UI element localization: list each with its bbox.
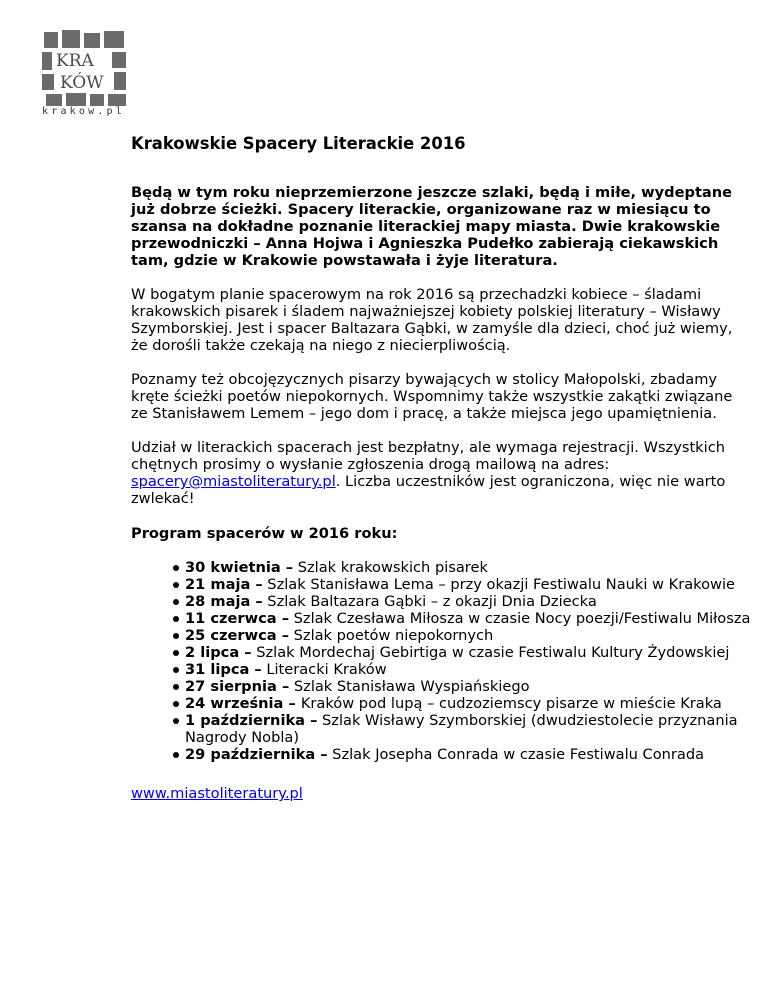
- program-item-text: Szlak Mordechaj Gebirtiga w czasie Festiwalu Kultury Żydowskiej: [251, 644, 730, 661]
- program-item-text: Szlak Czesława Miłosza w czasie Nocy poezji/Festiwalu Miłosza: [289, 610, 751, 627]
- program-item: [185, 678, 751, 695]
- program-item: [185, 559, 751, 576]
- program-item-date: 2 lipca –: [185, 644, 252, 661]
- program-item: [185, 627, 751, 644]
- program-item-text: Szlak Baltazara Gąbki – z okazji Dnia Dziecka: [262, 593, 597, 610]
- program-item: [185, 576, 751, 593]
- program-item-date: 28 maja –: [185, 593, 263, 610]
- email-link[interactable]: spacery@miastoliteratury.pl: [131, 473, 336, 490]
- program-item: [185, 712, 751, 746]
- program-item-text: Szlak poetów niepokornych: [289, 627, 494, 644]
- document-body: [131, 134, 751, 802]
- program-item: [185, 644, 751, 661]
- lead-paragraph: Będą w tym roku nieprzemierzone jeszcze szlaki, będą i miłe, wydeptane już dobrze ścieżki. Spacery literackie, organizowane raz w miesiącu to szansa na dokładne poznanie literackiej mapy miasta. Dwie krakowskie przewodniczki – Anna Hojwa i Agnieszka Pudełko zabierają ciekawskich tam, gdzie w Krakowie powstawała i żyje literatura.: [131, 184, 733, 269]
- program-item-text: Szlak krakowskich pisarek: [293, 559, 488, 576]
- paragraph-1: W bogatym planie spacerowym na rok 2016 są przechadzki kobiece – śladami krakowskich pisarek i śladem najważniejszej kobiety polskiej literatury – Wisławy Szymborskiej. Jest i spacer Baltazara Gąbki, w zamyśle dla dzieci, choć już wiemy, że dorośli także czekają na niego z niecierpliwością.: [131, 286, 733, 354]
- program-item-date: 31 lipca –: [185, 661, 262, 678]
- program-item-date: 11 czerwca –: [185, 610, 289, 627]
- paragraph-3-after: . Liczba uczestników jest ograniczona, więc nie warto zwlekać!: [131, 473, 726, 507]
- program-item-text: Kraków pod lupą – cudzoziemscy pisarze w mieście Kraka: [300, 695, 722, 712]
- logo-caption: krakow.pl: [42, 106, 125, 117]
- program-item-date: 24 września –: [185, 695, 301, 712]
- program-item: [185, 610, 751, 627]
- page-title: Krakowskie Spacery Literackie 2016: [131, 134, 466, 153]
- program-item-date: 1 października –: [185, 712, 318, 729]
- website-link[interactable]: www.miastoliteratury.pl: [131, 785, 303, 802]
- program-item-date: 27 sierpnia –: [185, 678, 290, 695]
- paragraph-3: [131, 439, 751, 507]
- program-item: [185, 661, 751, 678]
- program-item-date: 25 czerwca –: [185, 627, 289, 644]
- logo-text-line2: KÓW: [60, 73, 104, 93]
- paragraph-3-before: Udział w literackich spacerach jest bezpłatny, ale wymaga rejestracji. Wszystkich chętnych prosimy o wysłanie zgłoszenia drogą mailową na adres:: [131, 439, 725, 473]
- program-item-text: Literacki Kraków: [261, 661, 387, 678]
- program-list: [131, 559, 751, 763]
- program-item-date: 21 maja –: [185, 576, 263, 593]
- program-item: [185, 746, 751, 763]
- logo-text-line1: KRA: [56, 51, 94, 71]
- program-item-text: Szlak Josepha Conrada w czasie Festiwalu Conrada: [327, 746, 705, 763]
- paragraph-2: Poznamy też obcojęzycznych pisarzy bywających w stolicy Małopolski, zbadamy kręte ścieżki poetów niepokornych. Wspomnimy także wszystkie zakątki związane ze Stanisławem Lemem – jego dom i pracę, a także miejsca jego upamiętnienia.: [131, 371, 733, 422]
- program-item-text: Szlak Wisławy Szymborskiej (dwudziestolecie przyznania Nagrody Nobla): [185, 712, 738, 746]
- program-item-text: Szlak Stanisława Lema – przy okazji Festiwalu Nauki w Krakowie: [262, 576, 735, 593]
- program-item: [185, 695, 751, 712]
- program-item-date: 30 kwietnia –: [185, 559, 294, 576]
- program-heading: Program spacerów w 2016 roku:: [131, 525, 398, 542]
- program-item: [185, 593, 751, 610]
- krakow-logo-tiles: [40, 28, 130, 108]
- program-item-date: 29 października –: [185, 746, 328, 763]
- program-item-text: Szlak Stanisława Wyspiańskiego: [289, 678, 530, 695]
